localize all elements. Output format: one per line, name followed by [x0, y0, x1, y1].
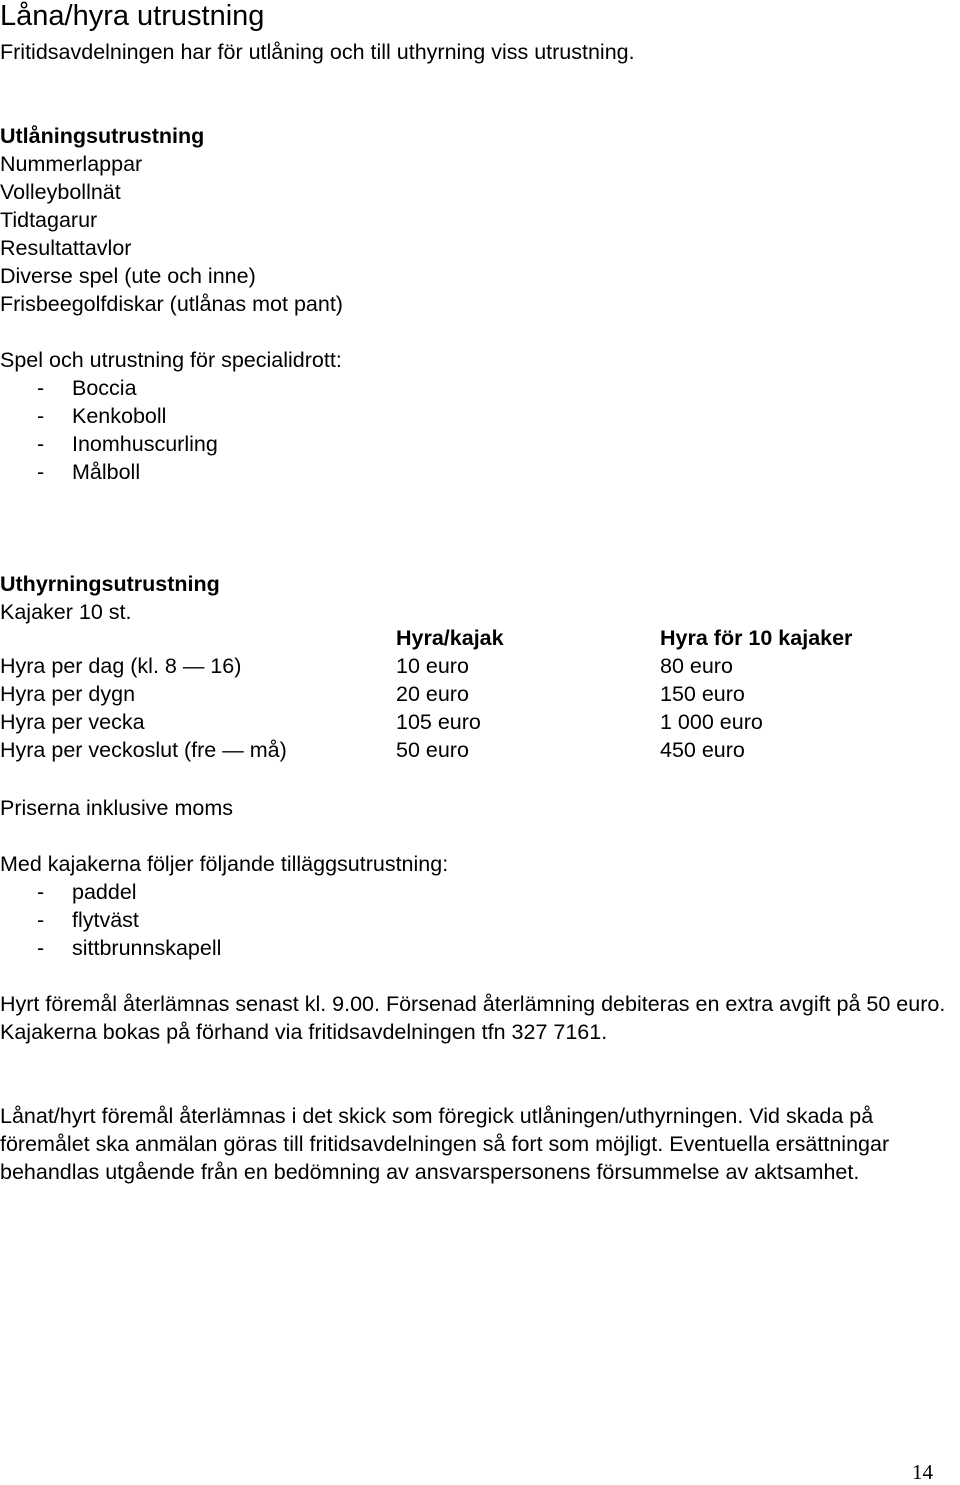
- table-row: [0, 736, 950, 764]
- extras-list: [0, 878, 221, 962]
- table-row: [0, 652, 950, 680]
- table-cell: 450 euro: [660, 738, 745, 762]
- table-cell: 105 euro: [396, 710, 481, 734]
- page-number: 14: [912, 1460, 933, 1484]
- extras-item: - sittbrunnskapell: [0, 934, 221, 962]
- rental-price-table: [0, 624, 950, 764]
- table-row: [0, 708, 950, 736]
- lending-item: Volleybollnät: [0, 180, 121, 204]
- extras-item: - paddel: [0, 878, 221, 906]
- table-header-cell: Hyra/kajak: [396, 626, 504, 650]
- table-cell: Hyra per dygn: [0, 682, 136, 706]
- lending-item: Resultattavlor: [0, 236, 132, 260]
- lending-list: [0, 150, 343, 318]
- table-cell: Hyra per vecka: [0, 710, 145, 734]
- lending-item: Diverse spel (ute och inne): [0, 264, 256, 288]
- extras-item: - flytväst: [0, 906, 221, 934]
- table-cell: 80 euro: [660, 654, 733, 678]
- table-header-cell: [0, 624, 396, 652]
- table-cell: 50 euro: [396, 738, 469, 762]
- table-cell: Hyra per veckoslut (fre — må): [0, 738, 287, 762]
- special-sports-heading: Spel och utrustning för specialidrott:: [0, 348, 342, 372]
- special-sports-item: - Målboll: [0, 458, 218, 486]
- table-cell: Hyra per dag (kl. 8 — 16): [0, 654, 242, 678]
- page-title: Låna/hyra utrustning: [0, 0, 265, 32]
- intro-text: Fritidsavdelningen har för utlåning och till uthyrning viss utrustning.: [0, 40, 635, 64]
- rental-heading: Uthyrningsutrustning: [0, 572, 220, 596]
- special-sports-list: [0, 374, 218, 486]
- lending-heading: Utlåningsutrustning: [0, 124, 205, 148]
- table-cell: 1 000 euro: [660, 710, 763, 734]
- lending-item: Tidtagarur: [0, 208, 98, 232]
- table-cell: 150 euro: [660, 682, 745, 706]
- special-sports-item: - Boccia: [0, 374, 218, 402]
- special-sports-item: - Inomhuscurling: [0, 430, 218, 458]
- return-info-paragraph: Hyrt föremål återlämnas senast kl. 9.00. Försenad återlämning debiteras en extra avgift på 50 euro. Kajakerna bokas på förhand via fritidsavdelningen tfn 327 7161.: [0, 992, 946, 1044]
- extras-heading: Med kajakerna följer följande tilläggsutrustning:: [0, 852, 449, 876]
- rental-subheading: Kajaker 10 st.: [0, 600, 132, 624]
- damage-info-paragraph: Lånat/hyrt föremål återlämnas i det skick som föregick utlåningen/uthyrningen. Vid skada på föremålet ska anmälan göras till fritidsavdelningen så fort som möjligt. Eventuella ersättningar behandlas utgående från en bedömning av ansvarspersonens försummelse av aktsamhet.: [0, 1104, 890, 1184]
- table-cell: 20 euro: [396, 682, 469, 706]
- table-cell: 10 euro: [396, 654, 469, 678]
- lending-item: Frisbeegolfdiskar (utlånas mot pant): [0, 292, 343, 316]
- special-sports-item: - Kenkoboll: [0, 402, 218, 430]
- table-header-row: [0, 624, 950, 652]
- lending-item: Nummerlappar: [0, 152, 143, 176]
- vat-note: Priserna inklusive moms: [0, 796, 233, 820]
- table-header-cell: Hyra för 10 kajaker: [660, 626, 853, 650]
- table-row: [0, 680, 950, 708]
